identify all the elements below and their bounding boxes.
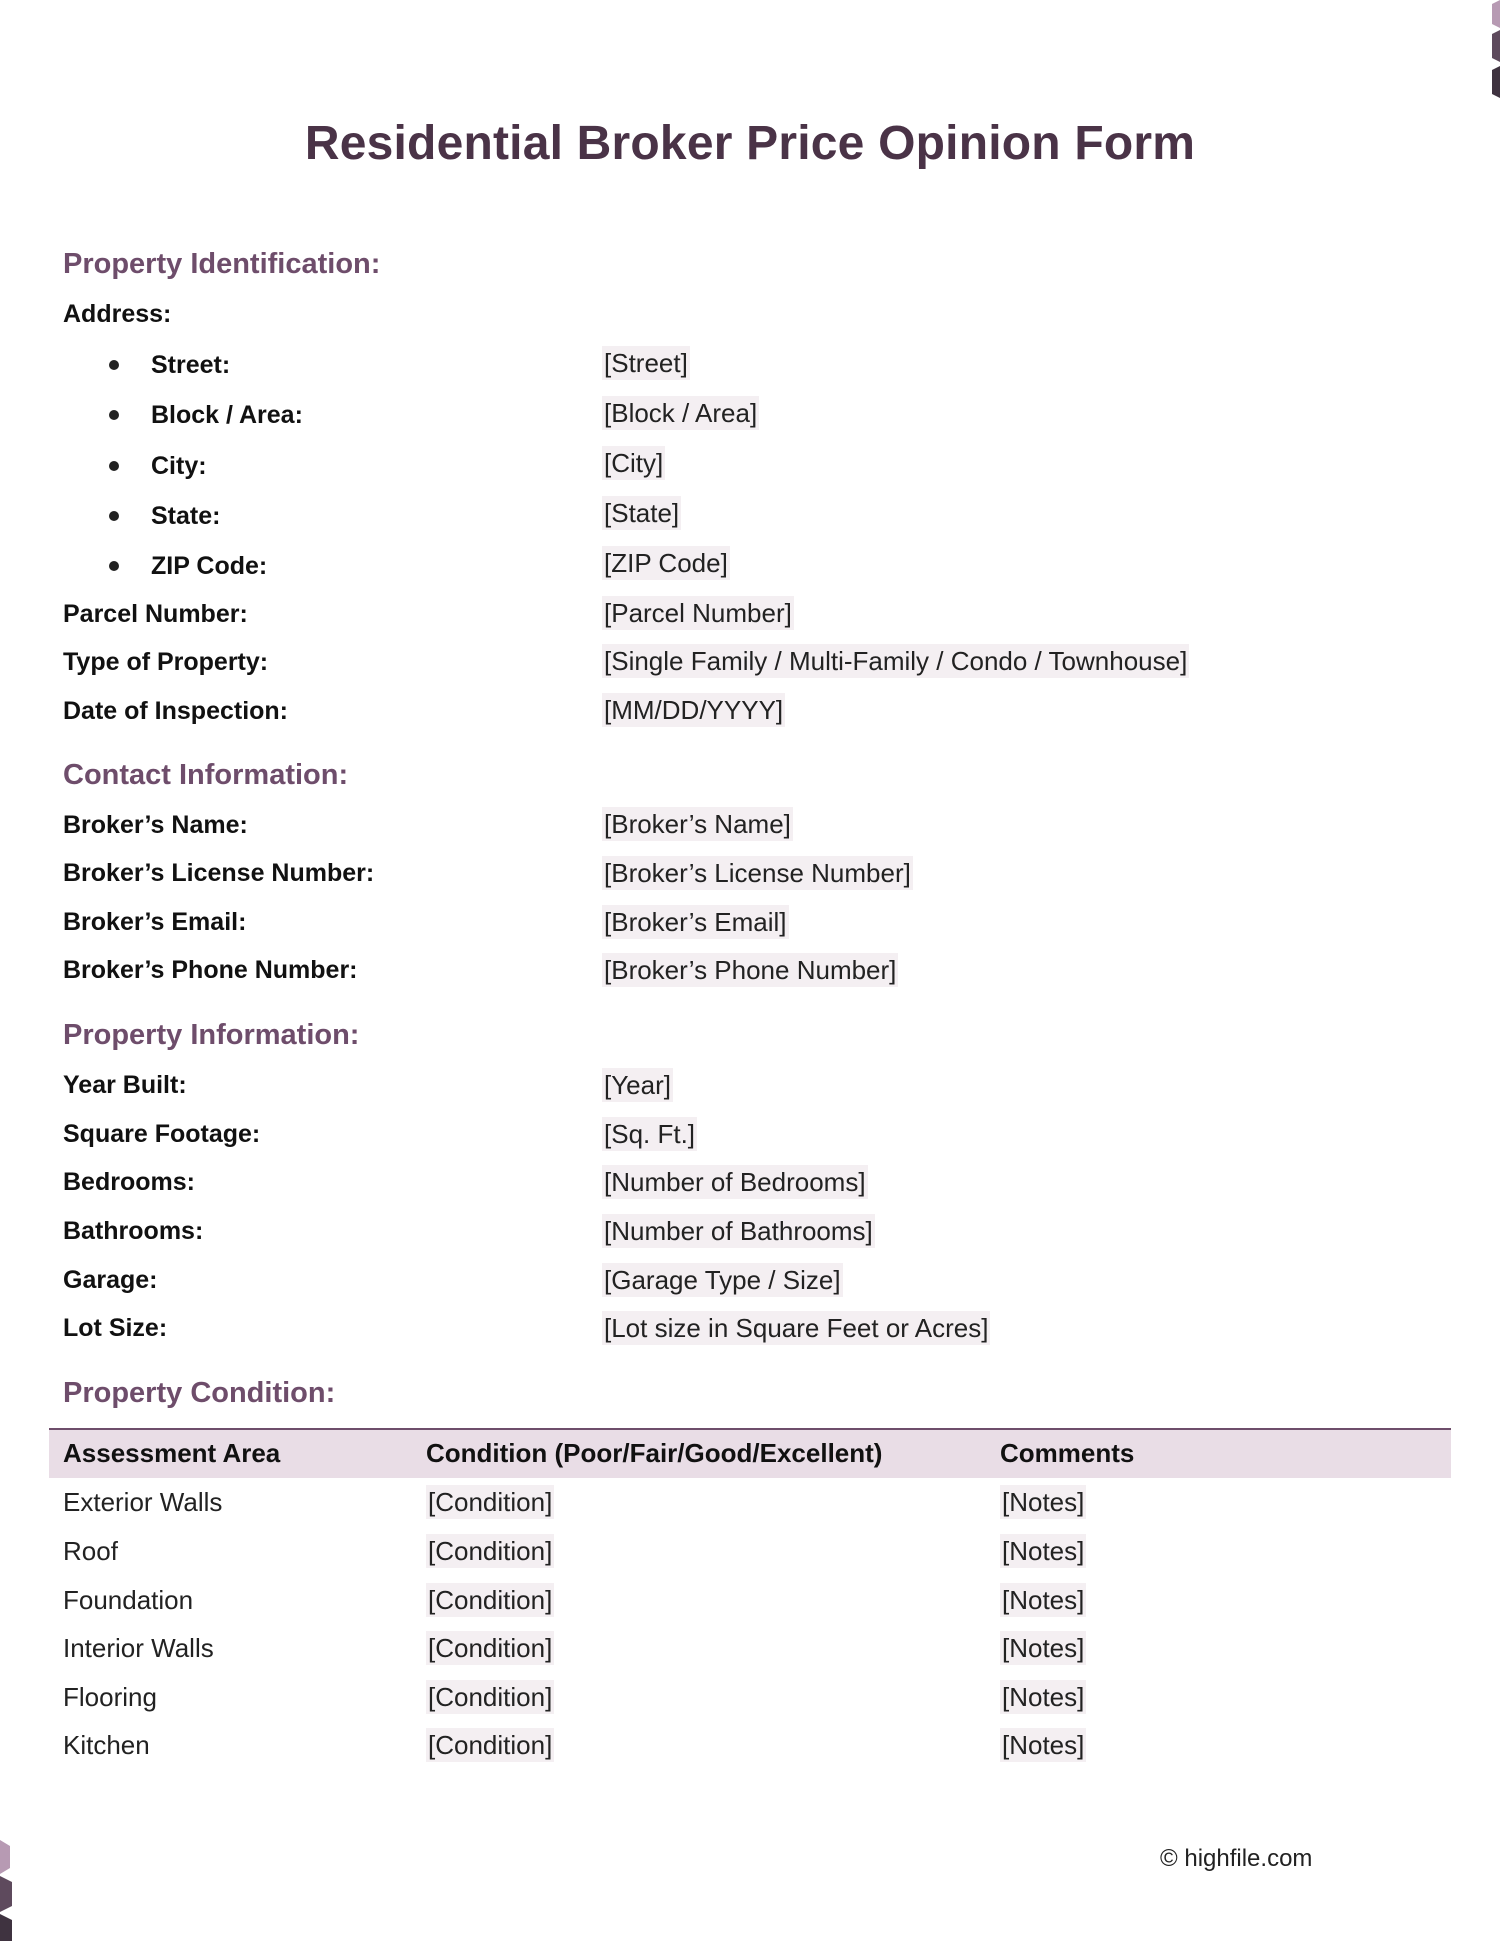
table-cell-notes[interactable]: [Notes]	[1002, 1682, 1085, 1712]
broker-phone-label: Broker’s Phone Number:	[63, 956, 358, 984]
section-heading-condition: Property Condition:	[63, 1377, 336, 1409]
column-header-condition: Condition (Poor/Fair/Good/Excellent)	[426, 1438, 883, 1468]
broker-phone-field[interactable]: [Broker’s Phone Number]	[604, 955, 897, 985]
property-type-field[interactable]: [Single Family / Multi-Family / Condo / Townhouse]	[604, 646, 1188, 676]
table-cell-area: Exterior Walls	[63, 1487, 223, 1517]
street-field[interactable]: [Street]	[604, 348, 688, 378]
broker-name-label: Broker’s Name:	[63, 811, 248, 839]
bullet-icon	[109, 561, 119, 571]
inspection-date-label: Date of Inspection:	[63, 697, 289, 725]
block-area-label: Block / Area:	[151, 401, 303, 429]
table-cell-notes[interactable]: [Notes]	[1002, 1730, 1085, 1760]
bullet-icon	[109, 511, 119, 521]
broker-email-field[interactable]: [Broker’s Email]	[604, 907, 787, 937]
zip-code-label: ZIP Code:	[151, 552, 268, 580]
bathrooms-field[interactable]: [Number of Bathrooms]	[604, 1216, 873, 1246]
table-cell-notes[interactable]: [Notes]	[1002, 1536, 1085, 1566]
corner-hexagon-decoration-bottom	[0, 1840, 14, 1941]
table-cell-condition[interactable]: [Condition]	[428, 1633, 553, 1663]
table-cell-condition[interactable]: [Condition]	[428, 1585, 553, 1615]
bullet-icon	[109, 410, 119, 420]
parcel-number-field[interactable]: [Parcel Number]	[604, 598, 792, 628]
table-cell-condition[interactable]: [Condition]	[428, 1536, 553, 1566]
street-label: Street:	[151, 351, 231, 379]
corner-hexagon-decoration-top	[1488, 0, 1500, 100]
bullet-icon	[109, 360, 119, 370]
page-title: Residential Broker Price Opinion Form	[304, 117, 1196, 170]
broker-license-label: Broker’s License Number:	[63, 859, 375, 887]
section-heading-identification: Property Identification:	[63, 248, 381, 280]
table-cell-notes[interactable]: [Notes]	[1002, 1633, 1085, 1663]
state-label: State:	[151, 502, 221, 530]
table-cell-condition[interactable]: [Condition]	[428, 1682, 553, 1712]
lot-size-label: Lot Size:	[63, 1314, 168, 1342]
column-header-comments: Comments	[1000, 1438, 1135, 1468]
table-cell-area: Kitchen	[63, 1730, 150, 1760]
table-cell-area: Foundation	[63, 1585, 194, 1615]
year-built-label: Year Built:	[63, 1071, 187, 1099]
footer-copyright: © highfile.com	[1160, 1845, 1313, 1872]
zip-code-field[interactable]: [ZIP Code]	[604, 548, 728, 578]
block-area-field[interactable]: [Block / Area]	[604, 398, 758, 428]
square-footage-field[interactable]: [Sq. Ft.]	[604, 1119, 696, 1149]
city-label: City:	[151, 452, 207, 480]
table-cell-condition[interactable]: [Condition]	[428, 1730, 553, 1760]
bullet-icon	[109, 461, 119, 471]
garage-field[interactable]: [Garage Type / Size]	[604, 1265, 841, 1295]
parcel-number-label: Parcel Number:	[63, 600, 248, 628]
table-cell-area: Flooring	[63, 1682, 157, 1712]
column-header-assessment-area: Assessment Area	[63, 1438, 281, 1468]
lot-size-field[interactable]: [Lot size in Square Feet or Acres]	[604, 1313, 989, 1343]
bathrooms-label: Bathrooms:	[63, 1217, 204, 1245]
broker-license-field[interactable]: [Broker’s License Number]	[604, 858, 911, 888]
address-label: Address:	[63, 300, 172, 328]
table-cell-notes[interactable]: [Notes]	[1002, 1487, 1085, 1517]
table-cell-area: Roof	[63, 1536, 118, 1566]
square-footage-label: Square Footage:	[63, 1120, 261, 1148]
broker-email-label: Broker’s Email:	[63, 908, 247, 936]
table-cell-notes[interactable]: [Notes]	[1002, 1585, 1085, 1615]
table-cell-area: Interior Walls	[63, 1633, 214, 1663]
garage-label: Garage:	[63, 1266, 158, 1294]
state-field[interactable]: [State]	[604, 498, 680, 528]
year-built-field[interactable]: [Year]	[604, 1070, 671, 1100]
section-heading-information: Property Information:	[63, 1019, 360, 1051]
property-type-label: Type of Property:	[63, 648, 269, 676]
city-field[interactable]: [City]	[604, 448, 664, 478]
broker-name-field[interactable]: [Broker’s Name]	[604, 809, 791, 839]
inspection-date-field[interactable]: [MM/DD/YYYY]	[604, 695, 784, 725]
table-cell-condition[interactable]: [Condition]	[428, 1487, 553, 1517]
bedrooms-field[interactable]: [Number of Bedrooms]	[604, 1167, 866, 1197]
section-heading-contact: Contact Information:	[63, 759, 349, 791]
bedrooms-label: Bedrooms:	[63, 1168, 195, 1196]
